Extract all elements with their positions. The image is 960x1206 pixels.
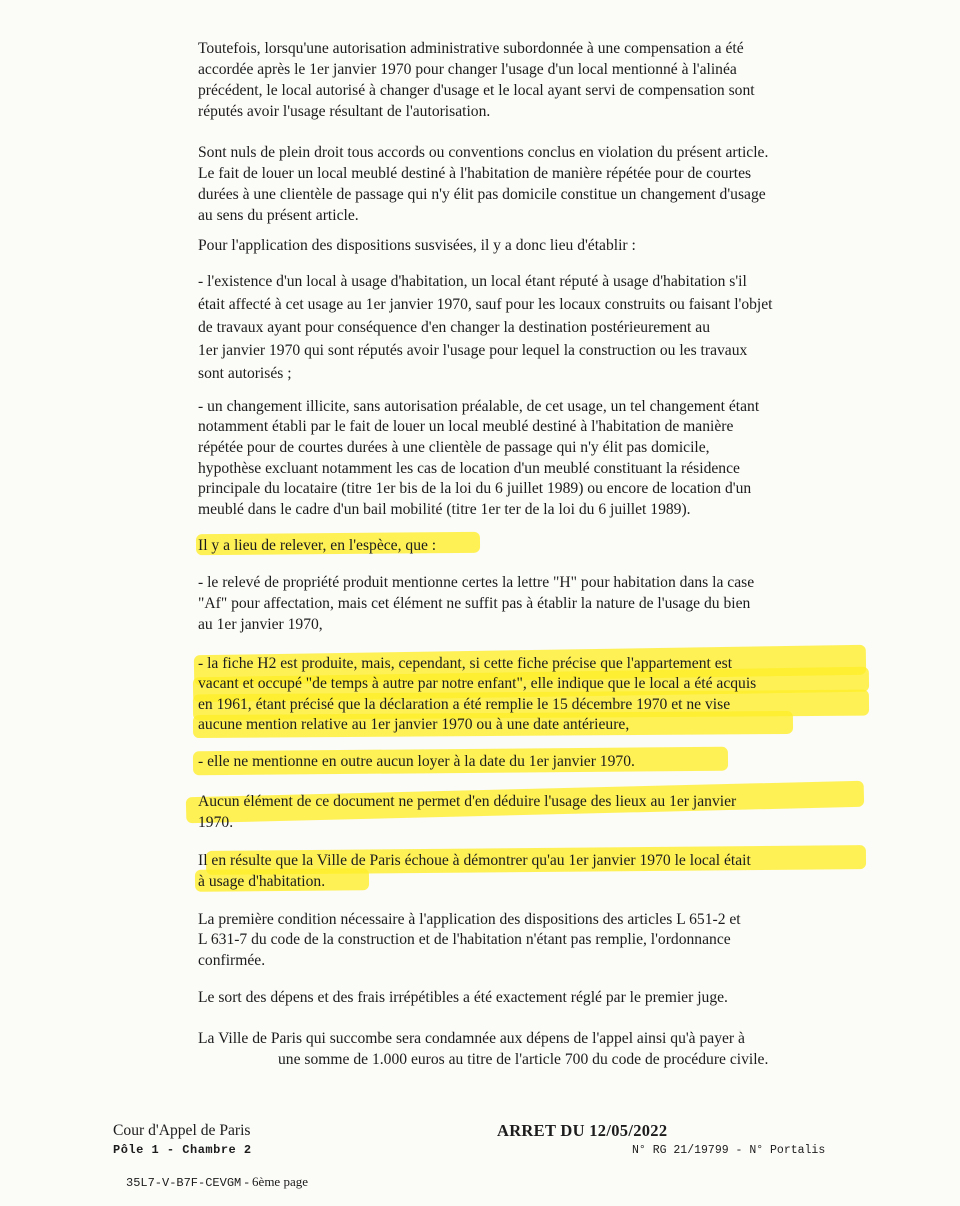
text-line: principale du locataire (titre 1er bis de la loi du 6 juillet 1989) ou encore de location d'un [198, 480, 752, 497]
text-line: "Af" pour affectation, mais cet élément ne suffit pas à établir la nature de l'usage du bien [198, 595, 751, 612]
text-line: - la fiche H2 est produite, mais, cependant, si cette fiche précise que l'appartement est [198, 655, 733, 672]
text-line: Aucun élément de ce document ne permet d'en déduire l'usage des lieux au 1er janvier [198, 793, 737, 810]
text-line: Toutefois, lorsqu'une autorisation administrative subordonnée à une compensation a été [198, 40, 744, 57]
text-line: Pour l'application des dispositions susvisées, il y a donc lieu d'établir : [198, 237, 636, 254]
text-line: aucune mention relative au 1er janvier 1970 ou à une date antérieure, [198, 716, 630, 733]
footer-rg-number: N° RG 21/19799 - N° Portalis [632, 1144, 826, 1157]
text-line: une somme de 1.000 euros au titre de l'article 700 du code de procédure civile. [278, 1051, 769, 1068]
text-line: au 1er janvier 1970, [198, 616, 323, 633]
text-line: à usage d'habitation. [198, 873, 326, 890]
text-line: L 631-7 du code de la construction et de l'habitation n'étant pas remplie, l'ordonnance [198, 931, 731, 948]
footer-pole-chamber: Pôle 1 - Chambre 2 [113, 1143, 252, 1157]
text-line: meublé dans le cadre d'un bail mobilité (titre 1er ter de la loi du 6 juillet 1989). [198, 501, 691, 518]
text-line: était affecté à cet usage au 1er janvier 1970, sauf pour les locaux construits ou faisant l'objet [198, 296, 773, 313]
text-line: Le fait de louer un local meublé destiné à l'habitation de manière répétée pour de courtes [198, 165, 752, 182]
text-line: sont autorisés ; [198, 365, 292, 382]
text-line: vacant et occupé "de temps à autre par notre enfant", elle indique que le local a été acquis [198, 675, 757, 692]
footer-page-number: - 6ème page [241, 1174, 308, 1189]
text-line: confirmée. [198, 952, 266, 969]
footer-code-line [113, 1158, 308, 1206]
text-line: hypothèse excluant notamment les cas de location d'un meublé constituant la résidence [198, 460, 740, 477]
text-line: précédent, le local autorisé à changer d'usage et le local ayant servi de compensation sont [198, 82, 755, 99]
text-line: durées à une clientèle de passage qui n'y élit pas domicile constitue un changement d'usage [198, 186, 766, 203]
footer-court-name: Cour d'Appel de Paris [113, 1122, 251, 1139]
text-line: La première condition nécessaire à l'application des dispositions des articles L 651-2 et [198, 911, 741, 928]
text-line: - le relevé de propriété produit mentionne certes la lettre "H" pour habitation dans la case [198, 574, 755, 591]
text-line: réputés avoir l'usage résultant de l'autorisation. [198, 103, 491, 120]
text-line: Sont nuls de plein droit tous accords ou conventions conclus en violation du présent article. [198, 144, 769, 161]
text-line: Il y a lieu de relever, en l'espèce, que : [198, 537, 437, 554]
footer-document-code: 35L7-V-B7F-CEVGM [126, 1176, 242, 1190]
text-line: accordée après le 1er janvier 1970 pour changer l'usage d'un local mentionné à l'alinéa [198, 61, 737, 78]
footer-arret-date: ARRET DU 12/05/2022 [497, 1121, 668, 1140]
text-line: notamment établi par le fait de louer un local meublé destiné à l'habitation de manière [198, 418, 734, 435]
text-line: répétée pour de courtes durées à une clientèle de passage qui n'y élit pas domicile, [198, 439, 710, 456]
text-line: au sens du présent article. [198, 207, 359, 224]
text-line: 1er janvier 1970 qui sont réputés avoir l'usage pour lequel la construction ou les travaux [198, 342, 748, 359]
text-line: - un changement illicite, sans autorisation préalable, de cet usage, un tel changement étant [198, 398, 760, 415]
text-line: - l'existence d'un local à usage d'habitation, un local étant réputé à usage d'habitation s'il [198, 273, 747, 290]
text-line: Le sort des dépens et des frais irrépétibles a été exactement réglé par le premier juge. [198, 989, 728, 1006]
text-line: en 1961, étant précisé que la déclaration a été remplie le 15 décembre 1970 et ne vise [198, 696, 731, 713]
text-line: Il en résulte que la Ville de Paris échoue à démontrer qu'au 1er janvier 1970 le local était [198, 852, 751, 869]
text-line: La Ville de Paris qui succombe sera condamnée aux dépens de l'appel ainsi qu'à payer à [198, 1030, 745, 1047]
text-line: de travaux ayant pour conséquence d'en changer la destination postérieurement au [198, 319, 710, 336]
text-line: 1970. [198, 814, 234, 831]
text-line: - elle ne mentionne en outre aucun loyer à la date du 1er janvier 1970. [198, 753, 635, 770]
